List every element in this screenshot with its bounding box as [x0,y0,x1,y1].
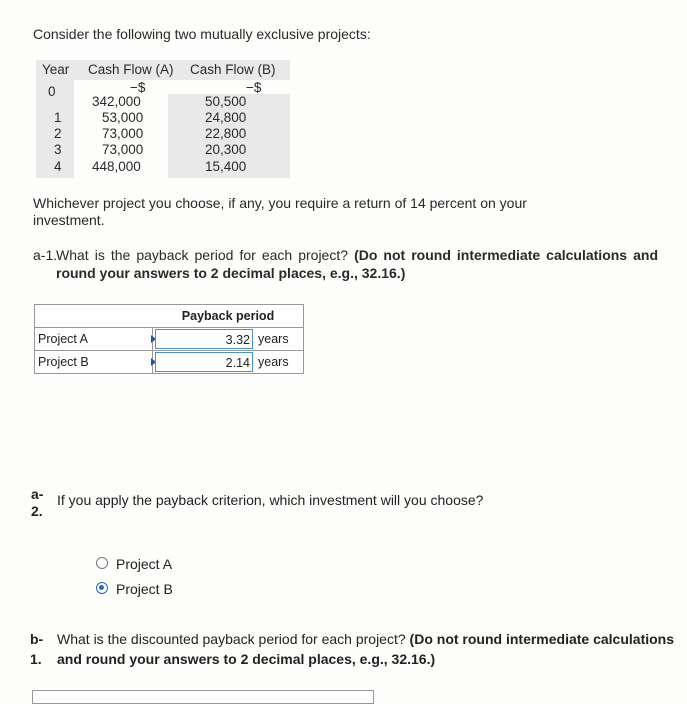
cash-b-2: 22,800 [205,126,247,141]
year-3: 3 [54,142,62,157]
question-b1-text: What is the discounted payback period for each project? [57,631,406,647]
project-b-unit: years [258,355,289,369]
intro-text: Consider the following two mutually exclusive projects: [33,26,371,42]
year-1: 1 [54,110,62,125]
cash-a-2: 73,000 [102,126,144,141]
payback-answer-table [34,304,304,374]
year-2: 2 [54,126,62,141]
question-b1 [57,629,677,669]
header-cash-flow-b: Cash Flow (B) [190,62,276,77]
header-cash-flow-a: Cash Flow (A) [88,62,174,77]
required-return-text: Whichever project you choose, if any, you require a return of 14 percent on your investment. [33,195,527,228]
cash-a-0-prefix: −$ [130,80,146,95]
radio-unselected-icon[interactable] [96,557,108,569]
project-a-label: Project A [35,328,153,350]
question-a1-text: What is the payback period for each project? [56,247,349,263]
question-b1-number-bottom: 1. [30,651,42,667]
year-4: 4 [54,159,62,174]
question-a1 [33,246,658,282]
option-project-b-label: Project B [116,581,173,597]
cash-a-1: 53,000 [102,110,144,125]
year-0: 0 [48,84,56,99]
question-a2-number-bottom: 2. [31,503,43,519]
project-a-unit: years [258,332,289,346]
project-b-label: Project B [35,351,153,373]
cash-b-0: 50,500 [205,94,247,109]
question-a2-text: If you apply the payback criterion, which investment will you choose? [57,492,484,508]
cash-b-1: 24,800 [205,110,247,125]
question-b1-number [30,629,43,669]
question-a2-number-top: a- [31,486,44,502]
project-a-payback-input[interactable]: 3.32 [155,329,253,349]
radio-selected-icon[interactable] [96,582,108,594]
cash-a-3: 73,000 [102,142,144,157]
header-year: Year [42,62,70,77]
question-b1-number-top: b- [30,631,44,647]
question-a1-instruction: (Do not round intermediate calculations and round your answers to 2 decimal places, e.g., 32.16.) [56,247,659,281]
cash-b-4: 15,400 [205,159,247,174]
project-b-payback-input[interactable]: 2.14 [155,352,253,372]
cash-b-3: 20,300 [205,142,247,157]
question-b1-instruction: (Do not round intermediate calculations and round your answers to 2 decimal places, e.g., 32.16.) [57,631,675,667]
question-a1-number: a-1. [33,247,58,263]
question-a2-number [31,486,43,520]
option-project-a-label: Project A [116,556,173,572]
cash-b-0-prefix: −$ [246,80,262,95]
discounted-payback-table [32,690,374,704]
cash-a-4: 448,000 [92,159,141,174]
cash-flow-table [36,60,290,178]
payback-period-header: Payback period [153,305,303,328]
cash-a-0: 342,000 [92,94,141,109]
